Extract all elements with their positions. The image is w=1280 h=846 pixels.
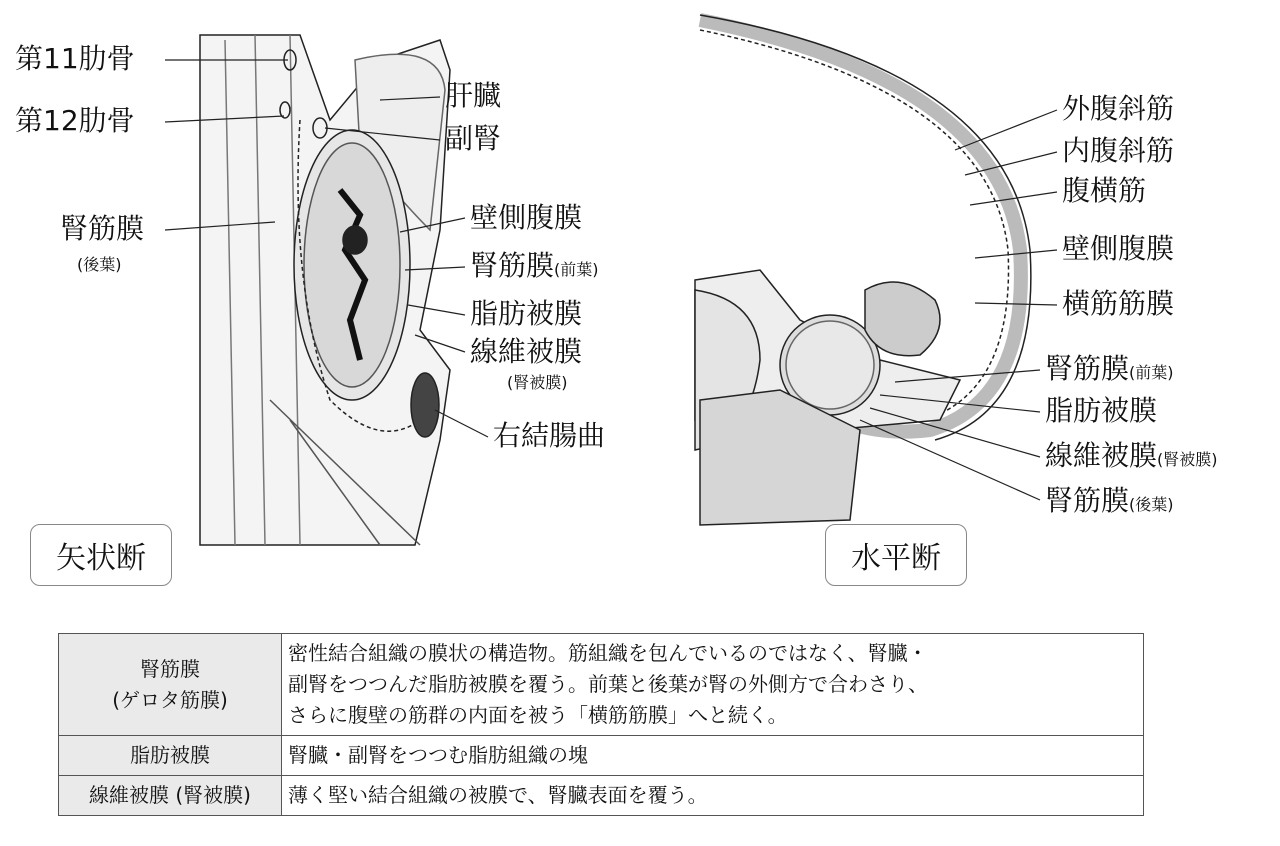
label-perirenal-fat: 脂肪被膜 (470, 297, 583, 330)
label-sub: (腎被膜) (1157, 450, 1218, 469)
term-alias: (ゲロタ筋膜) (112, 687, 228, 712)
label-renal-fascia-posterior: 腎筋膜 (60, 212, 145, 245)
desc-cell (282, 634, 1144, 736)
label-transversus: 腹横筋 (1062, 174, 1147, 207)
label-text: 線維被膜 (1045, 439, 1158, 472)
label-perirenal-fat-h: 脂肪被膜 (1045, 394, 1158, 427)
label-text: 腎筋膜 (470, 249, 555, 282)
label-parietal-peritoneum-h: 壁側腹膜 (1062, 232, 1175, 265)
term-cell: 線維被膜 (腎被膜) (59, 776, 282, 816)
term-cell (59, 634, 282, 736)
label-external-oblique: 外腹斜筋 (1062, 92, 1175, 125)
view-label-horizontal: 水平断 (825, 524, 967, 586)
label-sub: (後葉) (1129, 495, 1174, 514)
label-parietal-peritoneum: 壁側腹膜 (470, 201, 583, 234)
desc-line: さらに腹壁の筋群の内面を被う「横筋筋膜」へと続く。 (288, 703, 788, 727)
sagittal-illustration (200, 35, 450, 545)
label-renal-fascia-anterior (470, 249, 599, 282)
table-row (59, 634, 1144, 736)
label-renal-fascia-posterior-sub: (後葉) (77, 255, 122, 274)
label-renal-fascia-posterior-h (1045, 484, 1174, 517)
label-hepatic-flexure: 右結腸曲 (493, 419, 606, 452)
label-fibrous-capsule: 線維被膜 (470, 335, 583, 368)
definition-table (58, 633, 1144, 816)
label-text: 腎筋膜 (1045, 352, 1130, 385)
label-transversalis-fascia: 横筋筋膜 (1062, 287, 1175, 320)
desc-line: 副腎をつつんだ脂肪被膜を覆う。前葉と後葉が腎の外側方で合わさり、 (288, 672, 928, 696)
table-row (59, 776, 1144, 816)
term: 腎筋膜 (140, 656, 200, 681)
label-sub: (前葉) (1129, 363, 1174, 382)
label-sub: (前葉) (554, 260, 599, 279)
view-label-sagittal: 矢状断 (30, 524, 172, 586)
label-rib12: 第12肋骨 (15, 104, 135, 137)
label-rib11: 第11肋骨 (15, 42, 135, 75)
label-adrenal: 副腎 (445, 122, 502, 155)
label-fibrous-capsule-sub: (腎被膜) (507, 373, 568, 392)
label-fibrous-capsule-h (1045, 439, 1218, 472)
label-renal-fascia-anterior-h (1045, 352, 1174, 385)
desc-cell: 薄く堅い結合組織の被膜で、腎臓表面を覆う。 (282, 776, 1144, 816)
label-text: 腎筋膜 (1045, 484, 1130, 517)
desc-line: 密性結合組織の膜状の構造物。筋組織を包んでいるのではなく、腎臓・ (288, 641, 928, 665)
label-liver: 肝臓 (445, 79, 502, 112)
term-cell: 脂肪被膜 (59, 736, 282, 776)
label-internal-oblique: 内腹斜筋 (1062, 134, 1175, 167)
desc-cell: 腎臓・副腎をつつむ脂肪組織の塊 (282, 736, 1144, 776)
horizontal-illustration (695, 15, 1031, 525)
table-row (59, 736, 1144, 776)
